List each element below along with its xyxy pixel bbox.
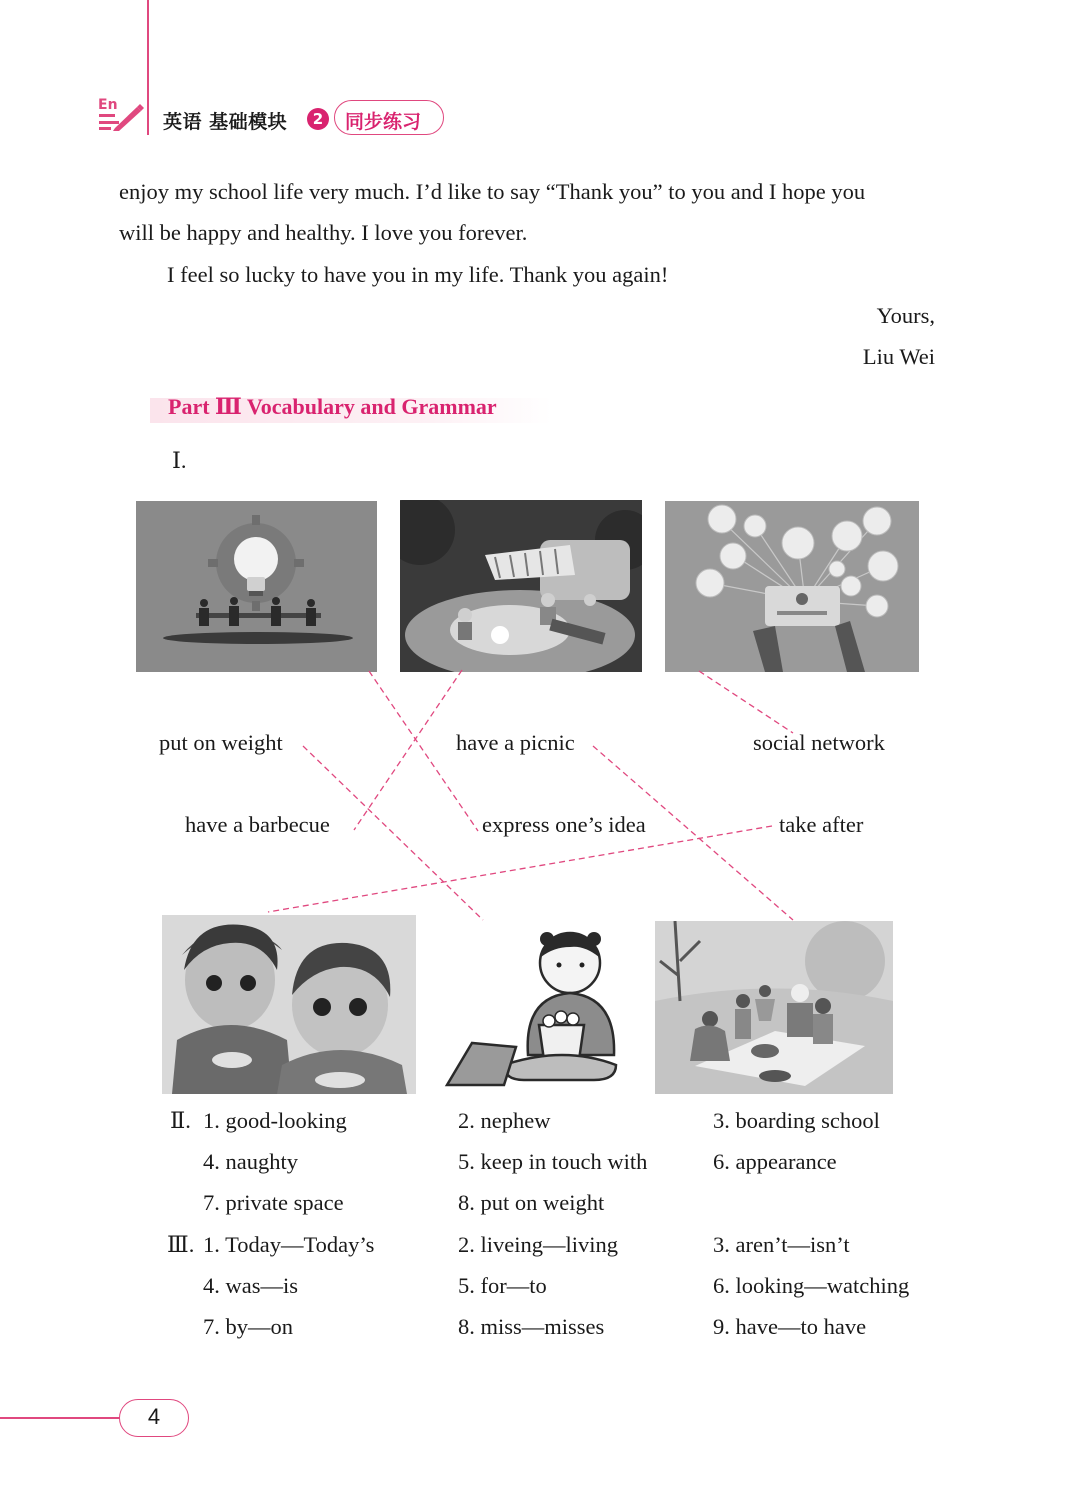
letter-closing: Yours, [876,303,935,328]
phrase-social-network: social network [753,730,885,755]
answer-3-7: 7. by—on [203,1314,293,1339]
footer-rule [0,1417,120,1419]
look-alike-boys-image [162,915,416,1094]
book-subtitle: 同步练习 [345,111,422,133]
answer-3-9: 9. have—to have [713,1314,867,1339]
page-number: 4 [147,1404,161,1429]
exercise-1-label: Ⅰ. [172,448,187,473]
letter-line-2: will be happy and healthy. I love you forever. [119,220,528,245]
answer-2-2: 2. nephew [458,1108,551,1133]
match-line-takeafter-boys [268,826,772,912]
girl-eating-popcorn-image [444,925,620,1088]
exercise-3-label: Ⅲ. [167,1232,195,1257]
answer-3-1: 1. Today—Today’s [203,1232,375,1257]
answer-3-3: 3. aren’t—isn’t [713,1232,850,1257]
logo-text: En [98,97,118,113]
phrase-express-ones-idea: express one’s idea [482,812,646,837]
answer-2-8: 8. put on weight [458,1190,605,1215]
answer-2-6: 6. appearance [713,1149,837,1174]
phrase-have-a-barbecue: have a barbecue [185,812,330,837]
answer-2-1: 1. good-looking [203,1108,347,1133]
answer-2-4: 4. naughty [203,1149,298,1174]
answer-2-3: 3. boarding school [713,1108,880,1133]
answer-3-2: 2. liveing—living [458,1232,618,1257]
match-line-camping-barbecue [354,670,462,830]
answer-3-6: 6. looking—watching [713,1273,910,1298]
phrase-put-on-weight: put on weight [159,730,283,755]
letter-signature: Liu Wei [862,344,935,369]
letter-line-3: I feel so lucky to have you in my life. Thank you again! [167,262,669,287]
letter-line-1: enjoy my school life very much. I’d like to say “Thank you” to you and I hope you [119,179,866,204]
module-number-badge: 2 [307,108,329,130]
book-title: 英语 基础模块 [163,111,288,133]
answer-3-4: 4. was—is [203,1273,298,1298]
section-heading: Part Ⅲ Vocabulary and Grammar [168,394,497,419]
answer-3-8: 8. miss—misses [458,1314,605,1339]
answer-2-7: 7. private space [203,1190,344,1215]
exercise-2-label: Ⅱ. [170,1108,191,1133]
phrase-take-after: take after [779,812,864,837]
match-line-network-social [699,671,793,733]
answer-2-5: 5. keep in touch with [458,1149,648,1174]
answer-3-5: 5. for—to [458,1273,547,1298]
family-picnic-image [655,921,893,1094]
phrase-have-a-picnic: have a picnic [456,730,575,755]
